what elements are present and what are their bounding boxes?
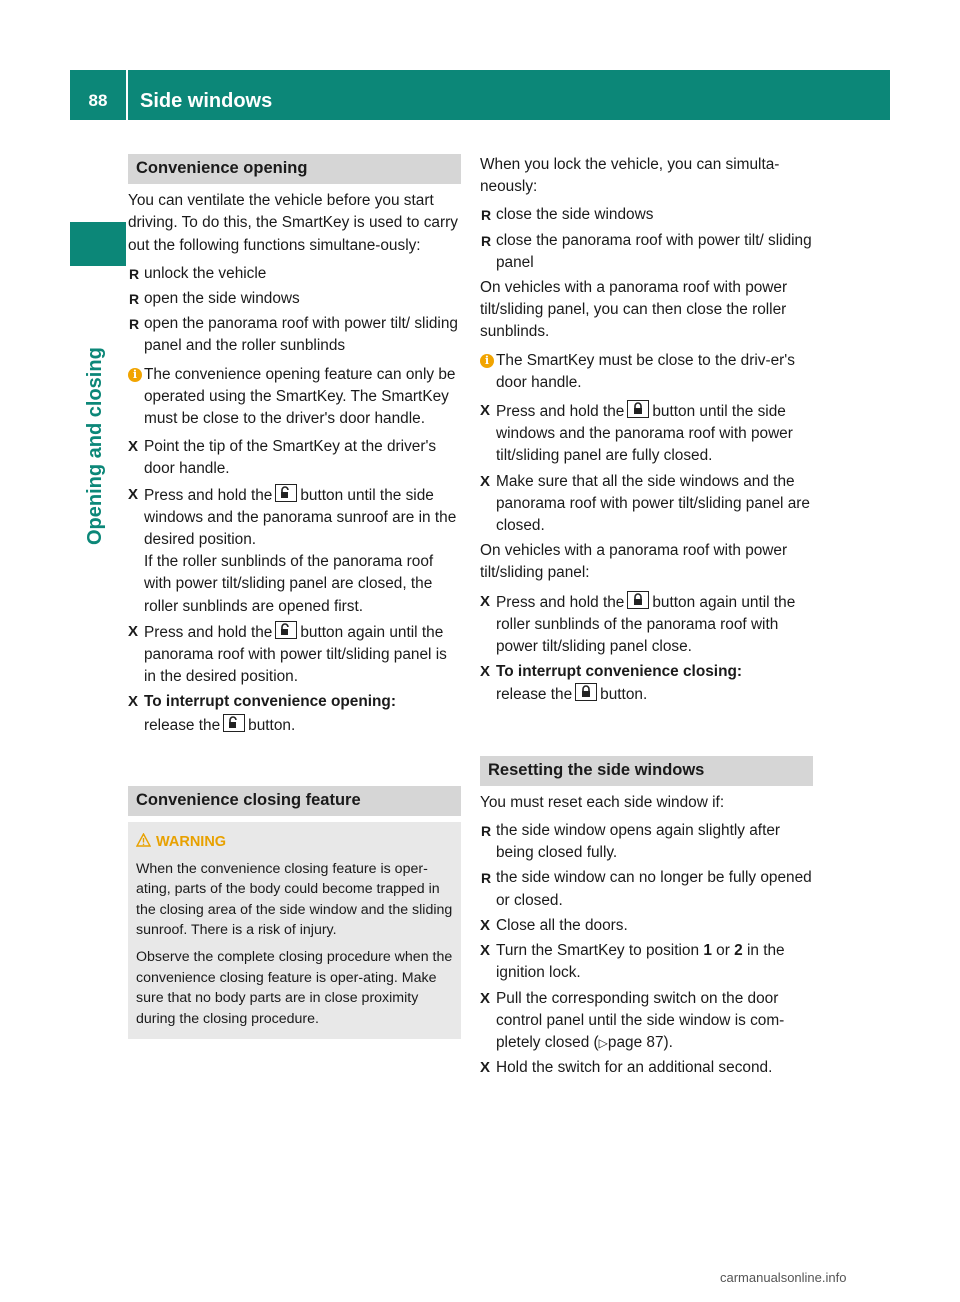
warning-text: Observe the complete closing procedure when the convenience closing feature is oper-ating. Make sure that no body parts are in close proximity during the closing procedure. [136, 949, 453, 1027]
side-tab-marker [70, 222, 126, 266]
left-column [128, 154, 461, 1039]
lock-button-icon [627, 591, 649, 609]
bullet-marker: R [481, 207, 492, 224]
right-column [480, 154, 813, 1082]
watermark: carmanualsonline.info [720, 1270, 847, 1285]
lock-button-icon [575, 683, 597, 701]
bullet-marker: R [129, 265, 140, 282]
list-item: R open the panorama roof with power tilt/ sliding panel and the roller sunblinds [129, 315, 458, 355]
warning-title: WARNING [136, 832, 453, 853]
bullet-marker: R [129, 291, 140, 308]
info-note: i The SmartKey must be close to the driv-er's door handle. [480, 350, 813, 394]
step-marker: X [128, 438, 139, 456]
chapter-tab: Opening and closing [84, 347, 106, 545]
instruction-step: X Press and hold the button until the side windows and the panorama sunroof are in the desired position. If the roller sunblinds of the panorama roof with power tilt/sliding panel are closed, the roller sunblinds are opened first. [128, 485, 457, 615]
page-number: 88 [88, 91, 108, 110]
paragraph: When you lock the vehicle, you can simulta-neously: [480, 156, 780, 196]
page-title: Side windows [140, 90, 273, 112]
list-item: R close the panorama roof with power tilt/ sliding panel [481, 231, 812, 271]
section-heading-convenience-opening: Convenience opening [128, 154, 461, 184]
page-reference-arrow-icon: ▷ [598, 1035, 608, 1050]
unlock-button-icon [275, 621, 297, 639]
step-marker: X [128, 693, 139, 711]
section-heading-convenience-closing: Convenience closing feature [128, 786, 461, 816]
list-item: R open the side windows [128, 288, 461, 310]
list-item: R the side window opens again slightly after being closed fully. [481, 822, 781, 862]
step-marker: X [480, 663, 491, 681]
instruction-step: X Press and hold the button until the side windows and the panorama roof with power tilt/sliding panel are fully closed. [480, 402, 793, 465]
bullet-marker: R [481, 823, 492, 840]
instruction-step: X Make sure that all the side windows and the panorama roof with power tilt/sliding panel are closed. [480, 472, 810, 535]
info-icon: i [128, 368, 142, 382]
step-marker: X [480, 402, 491, 420]
warning-icon [136, 833, 151, 847]
instruction-step: X Hold the switch for an additional second. [480, 1057, 813, 1079]
instruction-step: X To interrupt convenience closing: release the button. [480, 663, 742, 704]
step-marker: X [480, 916, 491, 934]
warning-text: When the convenience closing feature is oper-ating, parts of the body could become trapped in the closing area of the side window and the sliding sunroof. There is a risk of injury. [136, 860, 453, 939]
instruction-step: X Pull the corresponding switch on the door control panel until the side window is com-pletely closed (▷page 87). [480, 989, 785, 1051]
instruction-step: X Press and hold the button again until the roller sunblinds of the panorama roof with power tilt/sliding panel close. [480, 592, 796, 656]
info-note: i The convenience opening feature can only be operated using the SmartKey. The SmartKey must be close to the driver's door handle. [128, 364, 461, 431]
list-item: R unlock the vehicle [128, 263, 461, 285]
instruction-step: X Point the tip of the SmartKey at the driver's door handle. [128, 438, 437, 478]
unlock-button-icon [223, 714, 245, 732]
instruction-step: X Press and hold the button again until the panorama roof with power tilt/sliding panel is in the desired position. [128, 622, 447, 686]
warning-box [128, 822, 461, 1039]
step-marker: X [128, 485, 139, 503]
paragraph: On vehicles with a panorama roof with power tilt/sliding panel: [480, 542, 788, 582]
step-marker: X [480, 472, 491, 490]
bullet-marker: R [481, 870, 492, 887]
instruction-step: X Close all the doors. [480, 915, 813, 937]
step-marker: X [480, 942, 491, 960]
step-marker: X [480, 592, 491, 610]
page-reference-link[interactable]: page 87). [607, 1033, 673, 1051]
bullet-marker: R [129, 316, 140, 333]
bullet-marker: R [481, 232, 492, 249]
instruction-step: X Turn the SmartKey to position 1 or 2 in the ignition lock. [480, 942, 785, 982]
lock-button-icon [627, 400, 649, 418]
step-marker: X [480, 989, 491, 1007]
step-marker: X [128, 622, 139, 640]
info-icon: i [480, 354, 494, 368]
paragraph: You can ventilate the vehicle before you start driving. To do this, the SmartKey is used to carry out the following functions simultane-ously: [128, 192, 458, 254]
paragraph: On vehicles with a panorama roof with power tilt/sliding panel, you can then close the roller sunblinds. [480, 279, 788, 341]
unlock-button-icon [275, 484, 297, 502]
step-marker: X [480, 1059, 491, 1077]
header-divider [126, 70, 128, 120]
instruction-step: X To interrupt convenience opening: release the button. [128, 693, 396, 734]
list-item: R close the side windows [480, 204, 813, 226]
paragraph: You must reset each side window if: [480, 793, 725, 811]
list-item: R the side window can no longer be fully opened or closed. [481, 869, 812, 909]
section-heading-resetting-side-windows: Resetting the side windows [480, 756, 813, 786]
